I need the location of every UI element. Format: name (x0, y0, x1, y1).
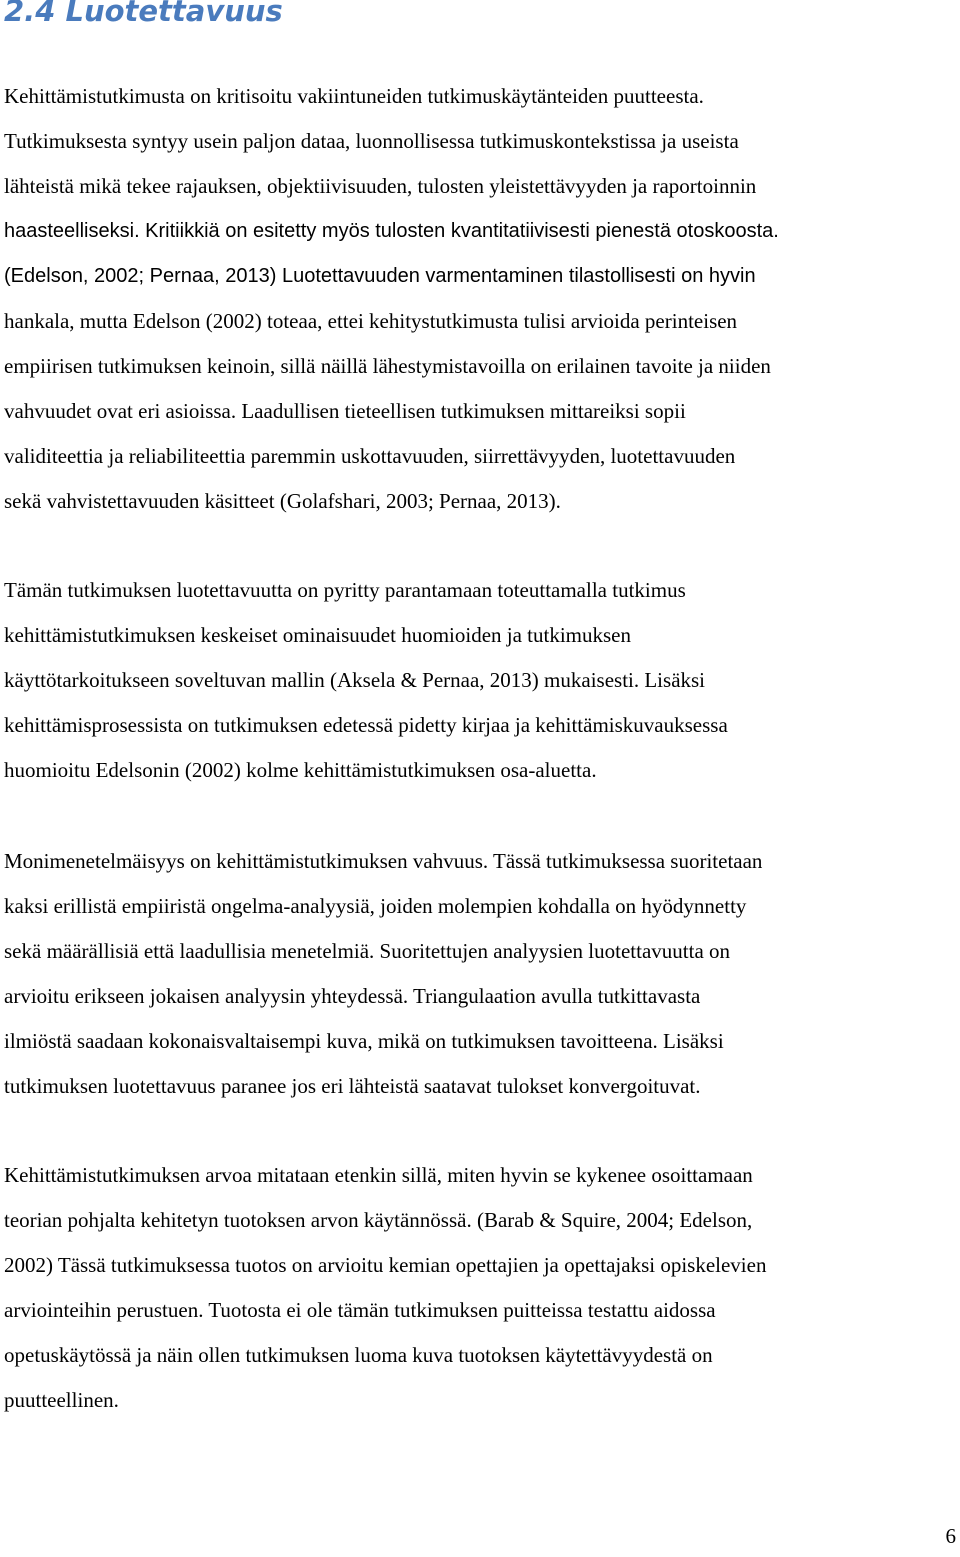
text-line: kehittämistutkimuksen keskeiset ominaisuudet huomioiden ja tutkimuksen (4, 623, 632, 647)
text-line: arvioitu erikseen jokaisen analyysin yhteydessä. Triangulaation avulla tutkittavasta (4, 984, 701, 1008)
text-line: 2002) Tässä tutkimuksessa tuotos on arvioitu kemian opettajien ja opettajaksi opiskelevien (4, 1253, 767, 1277)
paragraph-mixed-methods (4, 839, 958, 1109)
page-number: 6 (945, 1524, 956, 1548)
text-line: sekä vahvistettavuuden käsitteet (Golafshari, 2003; Pernaa, 2013). (4, 489, 561, 513)
text-line: ilmiöstä saadaan kokonaisvaltaisempi kuva, mikä on tutkimuksen tavoitteena. Lisäksi (4, 1029, 724, 1053)
paragraph-value-measurement (4, 1153, 958, 1423)
text-line: sekä määrällisiä että laadullisia menetelmiä. Suoritettujen analyysien luotettavuutta on (4, 939, 731, 963)
text-line: Tutkimuksesta syntyy usein paljon dataa, luonnollisessa tutkimuskontekstissa ja useista (4, 129, 739, 153)
paragraph-reliability-criticism (4, 74, 958, 524)
text-line: Monimenetelmäisyys on kehittämistutkimuksen vahvuus. Tässä tutkimuksessa suoritetaan (4, 849, 763, 873)
section-heading: 2.4 Luotettavuus (4, 0, 283, 28)
text-line: vahvuudet ovat eri asioissa. Laadullisen tieteellisen tutkimuksen mittareiksi sopii (4, 399, 686, 423)
text-line: haasteelliseksi. Kritiikkiä on esitetty myös tulosten kvantitatiivisesti pienestä otoskoosta. (4, 220, 779, 242)
text-line: Kehittämistutkimuksen arvoa mitataan etenkin sillä, miten hyvin se kykenee osoittamaan (4, 1163, 753, 1187)
text-line: huomioitu Edelsonin (2002) kolme kehittämistutkimuksen osa-aluetta. (4, 758, 597, 782)
text-line: teorian pohjalta kehitetyn tuotoksen arvon käytännössä. (Barab & Squire, 2004; Edelson, (4, 1208, 753, 1232)
paragraph-study-reliability (4, 568, 958, 793)
text-line: käyttötarkoitukseen soveltuvan mallin (Aksela & Pernaa, 2013) mukaisesti. Lisäksi (4, 668, 706, 692)
text-line: kaksi erillistä empiiristä ongelma-analyysiä, joiden molempien kohdalla on hyödynnetty (4, 894, 747, 918)
text-line: kehittämisprosessista on tutkimuksen edetessä pidetty kirjaa ja kehittämiskuvauksessa (4, 713, 728, 737)
text-line: (Edelson, 2002; Pernaa, 2013) Luotettavuuden varmentaminen tilastollisesti on hyvin (4, 265, 756, 287)
text-line: validiteettia ja reliabiliteettia paremmin uskottavuuden, siirrettävyyden, luotettavuuden (4, 444, 736, 468)
text-line: tutkimuksen luotettavuus paranee jos eri lähteistä saatavat tulokset konvergoituvat. (4, 1074, 701, 1098)
text-line: lähteistä mikä tekee rajauksen, objektiivisuuden, tulosten yleistettävyyden ja raportoinnin (4, 174, 757, 198)
text-line: hankala, mutta Edelson (2002) toteaa, ettei kehitystutkimusta tulisi arvioida perinteisen (4, 309, 738, 333)
text-line: puutteellinen. (4, 1388, 119, 1412)
text-line: opetuskäytössä ja näin ollen tutkimuksen luoma kuva tuotoksen käytettävyydestä on (4, 1343, 713, 1367)
text-line: Kehittämistutkimusta on kritisoitu vakiintuneiden tutkimuskäytänteiden puutteesta. (4, 84, 704, 108)
text-line: empiirisen tutkimuksen keinoin, sillä näillä lähestymistavoilla on erilainen tavoite ja niiden (4, 354, 771, 378)
text-line: arviointeihin perustuen. Tuotosta ei ole tämän tutkimuksen puitteissa testattu aidossa (4, 1298, 716, 1322)
text-line: Tämän tutkimuksen luotettavuutta on pyritty parantamaan toteuttamalla tutkimus (4, 578, 686, 602)
